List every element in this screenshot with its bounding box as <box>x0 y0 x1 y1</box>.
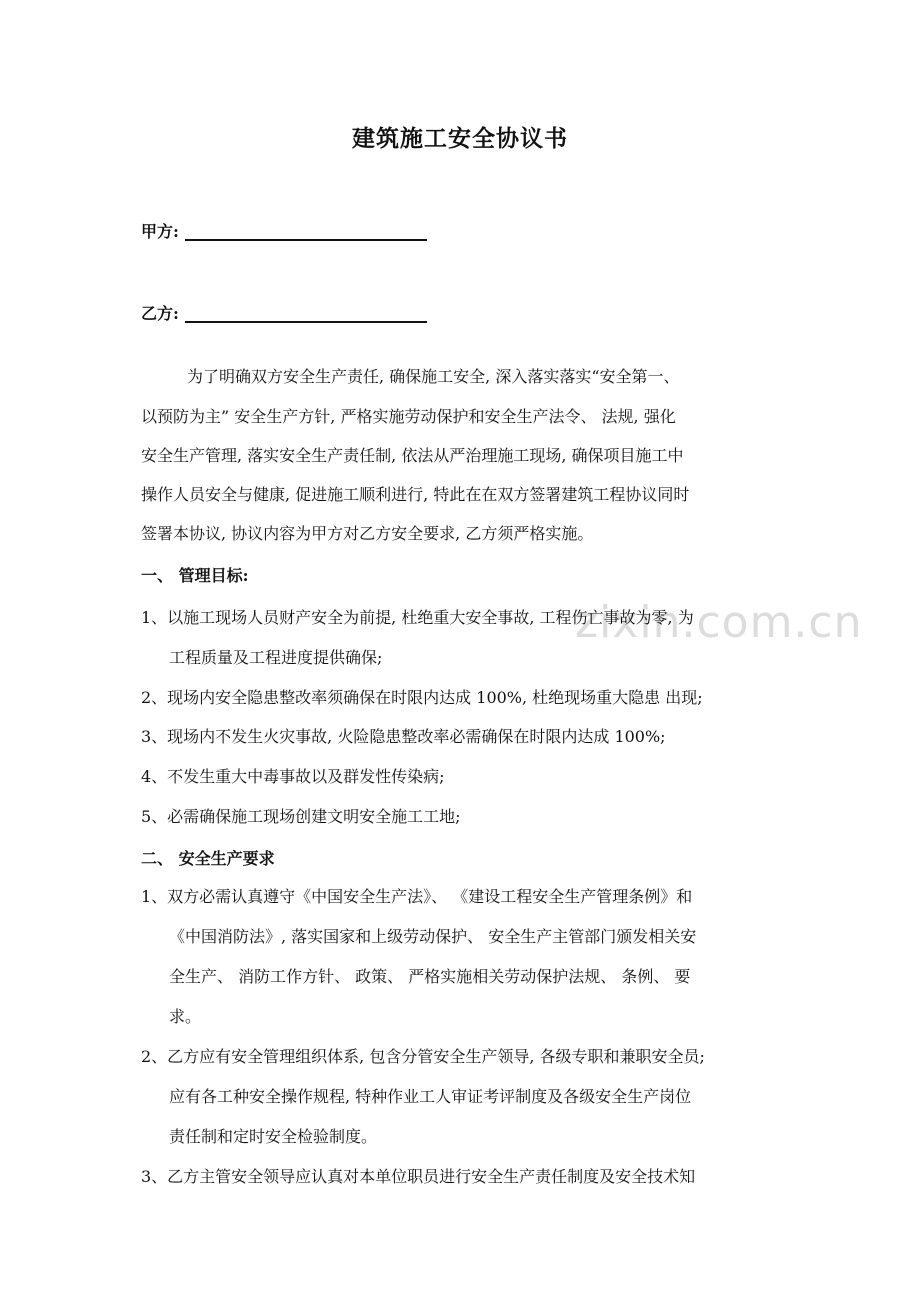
party-b-field <box>141 301 427 324</box>
list-item: 5、必需确保施工现场创建文明安全施工工地; <box>141 807 461 826</box>
list-item: 3、现场内不发生火灾事故, 火险隐患整改率必需确保在时限内达成 100%; <box>141 727 666 746</box>
list-item: 2、乙方应有安全管理组织体系, 包含分管安全生产领导, 各级专职和兼职安全员; <box>141 1047 705 1066</box>
party-a-field <box>141 219 427 242</box>
section-heading: 二、 安全生产要求 <box>141 849 275 868</box>
intro-line: 安全生产管理, 落实安全生产责任制, 依法从严治理施工现场, 确保项目施工中 <box>141 446 684 465</box>
list-item: 2、现场内安全隐患整改率须确保在时限内达成 100%, 杜绝现场重大隐患 出现; <box>141 688 703 707</box>
list-item: 责任制和定时安全检验制度。 <box>169 1127 378 1146</box>
list-item: 1、以施工现场人员财产安全为前提, 杜绝重大安全事故, 工程伤亡事故为零, 为 <box>141 608 694 627</box>
list-item: 3、乙方主管安全领导应认真对本单位职员进行安全生产责任制度及安全技术知 <box>141 1167 696 1186</box>
list-item: 工程质量及工程进度提供确保; <box>169 648 383 667</box>
intro-line: 签署本协议, 协议内容为甲方对乙方安全要求, 乙方须严格实施。 <box>141 524 594 543</box>
list-item: 4、不发生重大中毒事故以及群发性传染病; <box>141 767 445 786</box>
list-item: 1、双方必需认真遵守《中国安全生产法》、 《建设工程安全生产管理条例》和 <box>141 887 693 906</box>
list-item: 求。 <box>169 1007 202 1026</box>
list-item: 《中国消防法》, 落实国家和上级劳动保护、 安全生产主管部门颁发相关安 <box>169 927 697 946</box>
intro-line: 以预防为主” 安全生产方针, 严格实施劳动保护和安全生产法令、 法规, 强化 <box>141 407 676 426</box>
intro-line: 操作人员安全与健康, 促进施工顺利进行, 特此在在双方签署建筑工程协议同时 <box>141 485 690 504</box>
list-item: 全生产、 消防工作方针、 政策、 严格实施相关劳动保护法规、 条例、 要 <box>169 967 691 986</box>
party-a-blank <box>185 221 427 241</box>
list-item: 应有各工种安全操作规程, 特种作业工人审证考评制度及各级安全生产岗位 <box>169 1087 692 1106</box>
watermark: zixin.com.cn <box>575 597 863 648</box>
document-title: 建筑施工安全协议书 <box>352 125 568 152</box>
intro-line: 为了明确双方安全生产责任, 确保施工安全, 深入落实落实“安全第一、 <box>187 367 680 386</box>
party-b-blank <box>185 303 427 323</box>
party-a-label: 甲方: <box>141 222 179 241</box>
section-heading: 一、 管理目标: <box>141 566 249 585</box>
party-b-label: 乙方: <box>141 304 179 323</box>
